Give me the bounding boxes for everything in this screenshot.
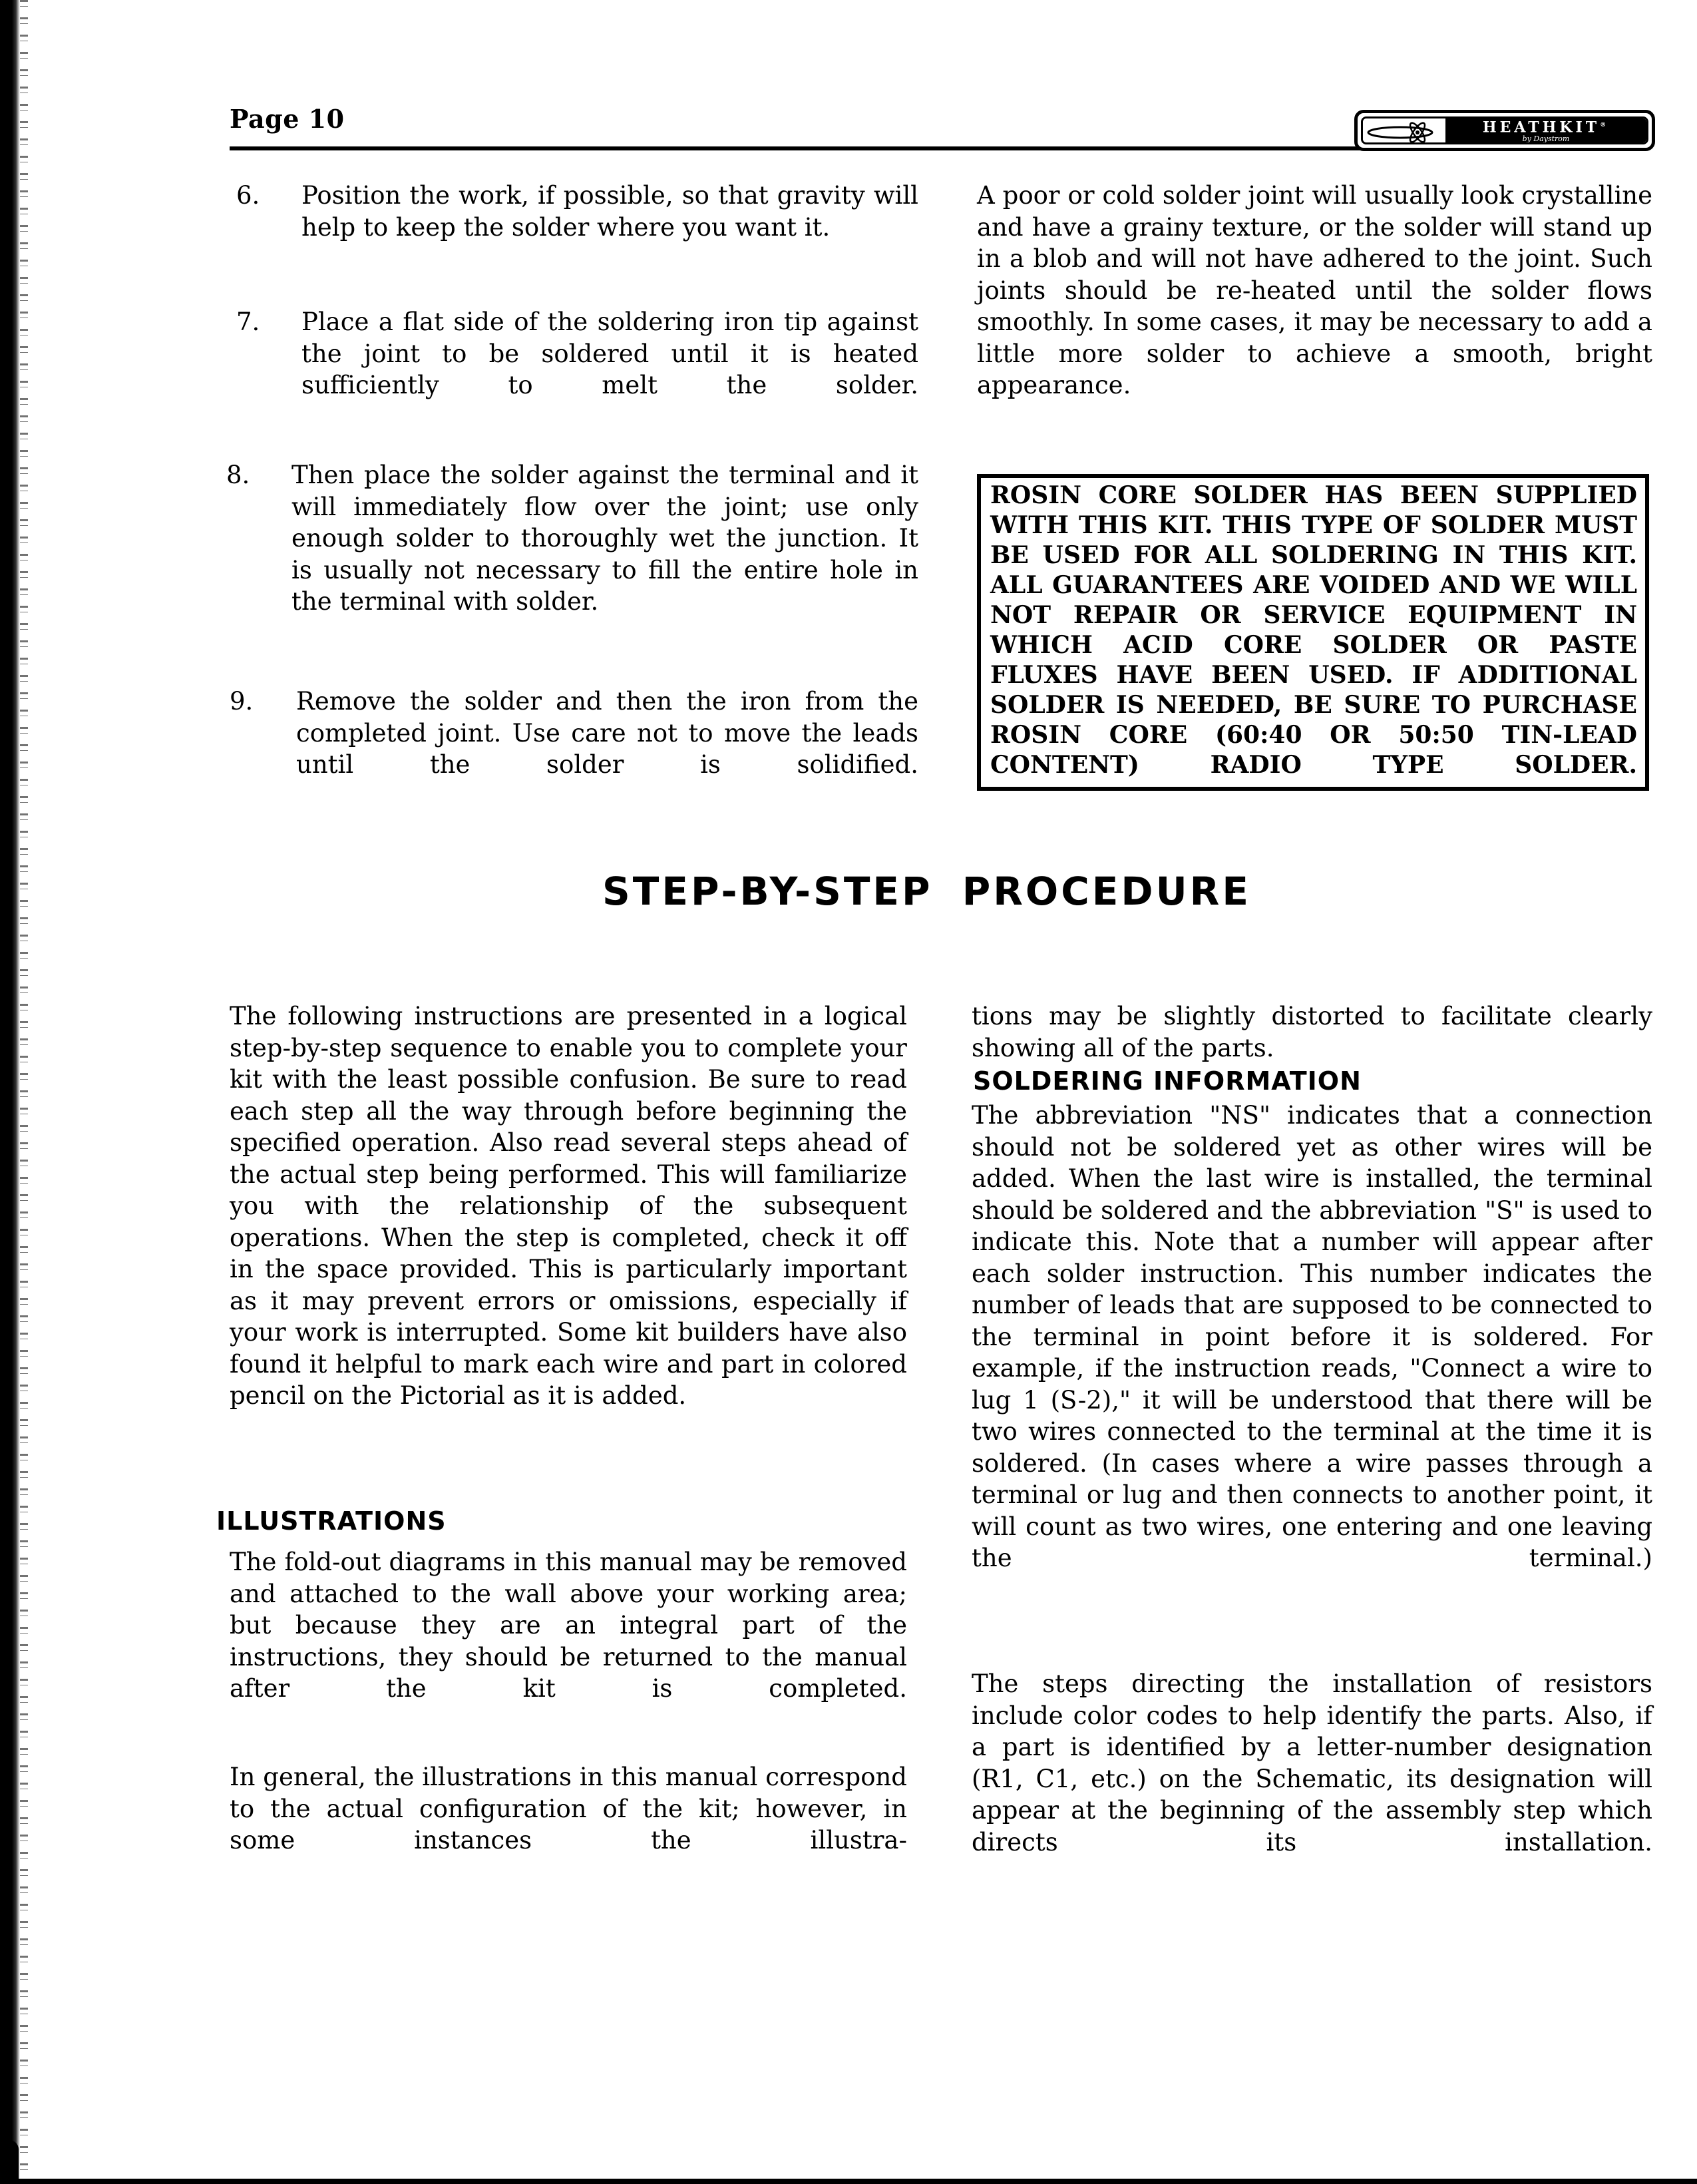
illustrations-paragraph-2b: tions may be slightly distorted to facilitate clearly showing all of the parts.: [972, 1002, 1652, 1062]
soldering-information-paragraph: The abbreviation "NS" indicates that a connection should not be soldered yet as other wires will be added. When the last wire is installed, the terminal should be soldered and the abbreviation "S" is used to indicate this. Note that a number will appear after each solder instruction. This number indicates the number of leads that are supposed to be connected to the terminal in point before it is soldered. For example, if the instruction reads, "Connect a wire to lug 1 (S-2)," it will be understood that there will be two wires connected to the terminal at the time it is soldered. (In cases where a wire passes through a terminal or lug and then connects to another point, it will count as two wires, one entering and one leaving the terminal.): [972, 1101, 1652, 1572]
illustrations-paragraph-2a: In general, the illustrations in this manual correspond to the actual configuration of the kit; however, in some instances the illustra-: [230, 1763, 907, 1855]
illustrations-heading: ILLUSTRATIONS: [216, 1506, 447, 1536]
scan-edge-noise: [20, 0, 28, 2184]
page-header: [230, 100, 1654, 160]
illustrations-paragraph: The fold-out diagrams in this manual may be removed and attached to the wall above your working area; but because they are an integral part of the instructions, they should be returned to the manual after the kit is completed.: [230, 1548, 907, 1703]
rosin-solder-notice: ROSIN CORE SOLDER HAS BEEN SUPPLIED WITH THIS KIT. THIS TYPE OF SOLDER MUST BE USED FOR ALL SOLDERING IN THIS KIT. ALL GUARANTEES ARE VOIDED AND WE WILL NOT REPAIR OR SERVICE EQUIPMENT IN WHICH ACID CORE SOLDER OR PASTE FLUXES HAVE BEEN USED. IF ADDITIONAL SOLDER IS NEEDED, BE SURE TO PURCHASE ROSIN CORE (60:40 OR 50:50 TIN-LEAD CONTENT) RADIO TYPE SOLDER.: [977, 474, 1649, 791]
soldering-information-heading: SOLDERING INFORMATION: [973, 1066, 1362, 1096]
procedure-title: STEP-BY-STEP PROCEDURE: [602, 869, 1251, 914]
atom-icon: [1363, 118, 1445, 142]
step-text: Remove the solder and then the iron from the completed joint. Use care not to move the leads until the solder is solidified.: [296, 687, 918, 779]
logo-brand: HEATHKIT: [1482, 118, 1601, 136]
header-rule: [230, 146, 1374, 150]
scan-edge-bottom: [0, 2179, 1697, 2184]
cold-joint-paragraph: A poor or cold solder joint will usually look crystalline and have a grainy texture, or the solder will stand up in a blob and will not have adhered to the joint. Such joints should be re-heated until the solder flows smoothly. In some cases, it may be necessary to add a little more solder to achieve a smooth, bright appearance.: [977, 181, 1652, 399]
heathkit-logo: [1354, 110, 1655, 151]
procedure-intro: The following instructions are presented in a logical step-by-step sequence to enable you to complete your kit with the least possible confusion. Be sure to read each step all the way through before beginning the specified operation. Also read several steps ahead of the actual step being performed. This will familiarize you with the relationship of the subsequent operations. When the step is completed, check it off in the space provided. This is particularly important as it may prevent errors or omissions, especially if your work is interrupted. Some kit builders have also found it helpful to mark each wire and part in colored pencil on the Pictorial as it is added.: [230, 1002, 907, 1410]
step-number: 9.: [230, 687, 254, 716]
logo-subtitle: by Daystrom: [1522, 134, 1570, 143]
scan-corner: [0, 2140, 19, 2180]
resistor-paragraph: The steps directing the installation of resistors include color codes to help identify the parts. Also, if a part is identified by a letter-number designation (R1, C1, etc.) on the Schematic, its designation will appear at the beginning of the assembly step which directs its installation.: [972, 1669, 1652, 1856]
page-number: Page 10: [230, 104, 345, 134]
step-number: 6.: [236, 181, 260, 210]
scan-edge-left: [0, 0, 20, 2184]
registered-mark: ®: [1600, 122, 1610, 129]
step-text: Place a flat side of the soldering iron tip against the joint to be soldered until it is heated sufficiently to melt the solder.: [301, 308, 918, 399]
step-number: 7.: [236, 308, 260, 336]
step-text: Position the work, if possible, so that gravity will help to keep the solder where you want it.: [301, 181, 918, 242]
step-text: Then place the solder against the terminal and it will immediately flow over the joint; use only enough solder to thoroughly wet the junction. It is usually not necessary to fill the entire hole in the terminal with solder.: [291, 461, 918, 616]
step-number: 8.: [226, 461, 250, 489]
